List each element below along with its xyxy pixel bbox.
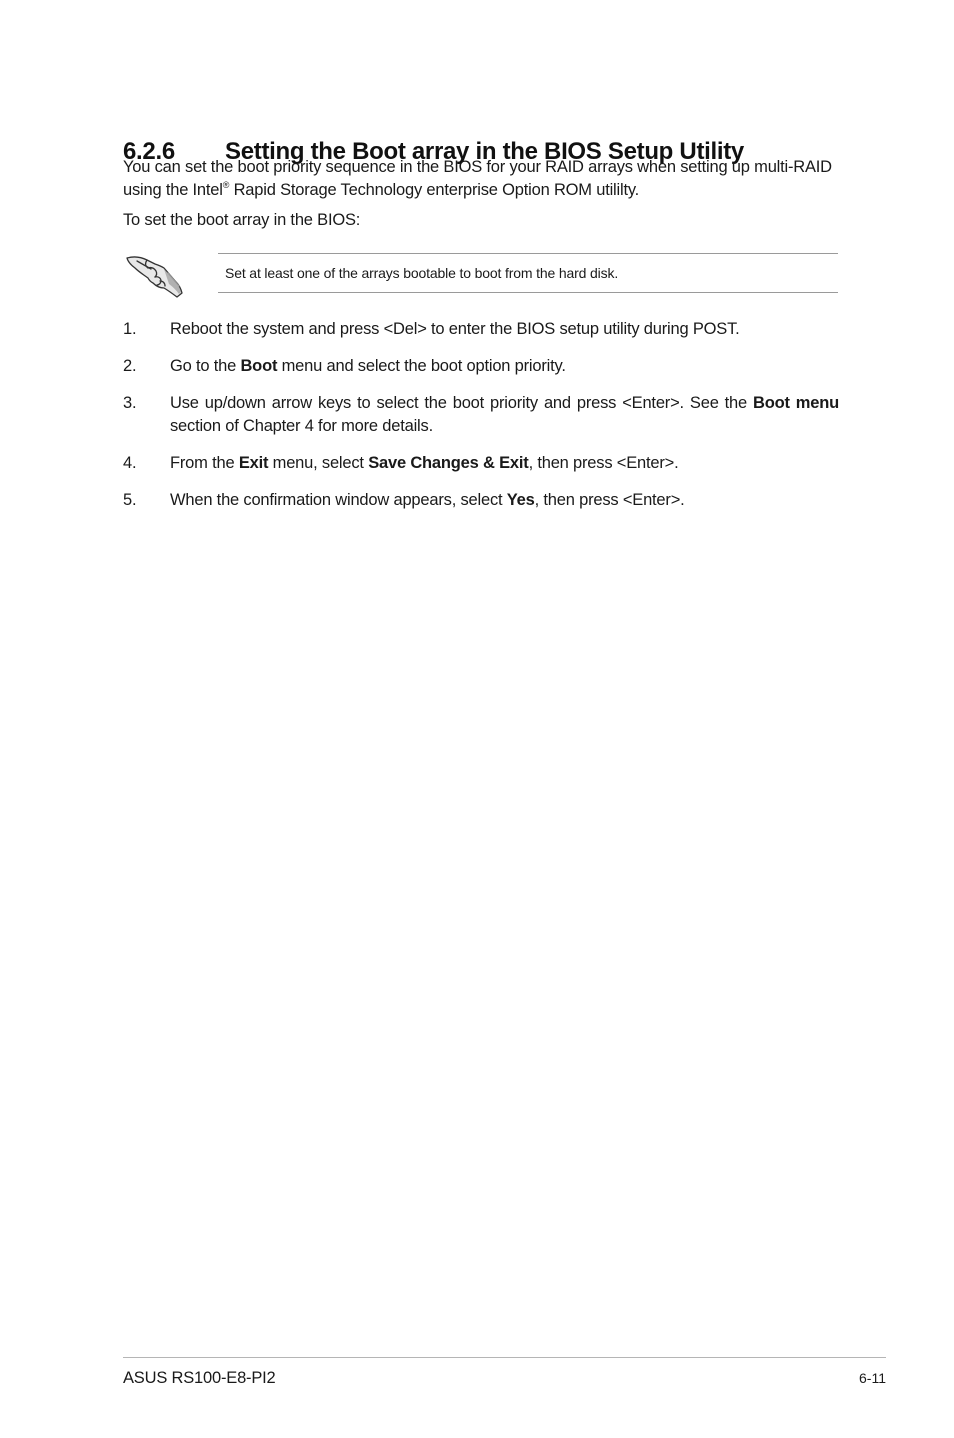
step-3 [123,392,839,438]
step-2 [123,355,839,378]
step-bold-term: Yes [506,491,535,509]
step-text: Use up/down arrow keys to select the boot priority and press <Enter>. See the [170,394,754,412]
intro-text-2: Rapid Storage Technology enterprise Option ROM utililty. [229,181,640,199]
registered-mark: ® [222,180,230,190]
step-1 [123,318,839,341]
lead-paragraph: To set the boot array in the BIOS: [123,211,361,229]
step-text: , then press <Enter>. [534,491,685,509]
section-title: Setting the Boot array in the BIOS Setup Utility [225,137,744,165]
footer-page-number: 6-11 [859,1370,886,1386]
step-number: 4. [123,454,137,472]
footer-product-name: ASUS RS100-E8-PI2 [123,1369,276,1387]
step-4 [123,452,839,475]
section-number: 6.2.6 [123,137,175,165]
intro-paragraph [123,156,839,202]
pointing-hand-icon [124,251,186,299]
step-number: 3. [123,394,137,412]
step-text: Reboot the system and press <Del> to enter the BIOS setup utility during POST. [170,320,740,338]
step-text: menu and select the boot option priority. [277,357,566,375]
step-bold-term: Exit [238,454,269,472]
footer-divider [123,1357,886,1358]
step-bold-term: Boot [240,357,278,375]
step-number: 5. [123,491,137,509]
step-text: section of Chapter 4 for more details. [170,417,433,435]
step-number: 2. [123,357,137,375]
note-text: Set at least one of the arrays bootable to boot from the hard disk. [225,265,619,281]
step-5 [123,489,839,512]
step-text: , then press <Enter>. [528,454,679,472]
intro-text-1: You can set the boot priority sequence in the BIOS for your RAID arrays when setting up multi-RAID using the Intel [123,158,832,199]
step-text: When the confirmation window appears, select [170,491,507,509]
step-text: From the [170,454,239,472]
step-bold-term: Save Changes & Exit [368,454,529,472]
step-text: menu, select [268,454,369,472]
step-bold-term: Boot menu [753,394,839,412]
step-text: Go to the [170,357,241,375]
note-box [218,253,838,293]
step-number: 1. [123,320,137,338]
steps-list [123,318,839,512]
